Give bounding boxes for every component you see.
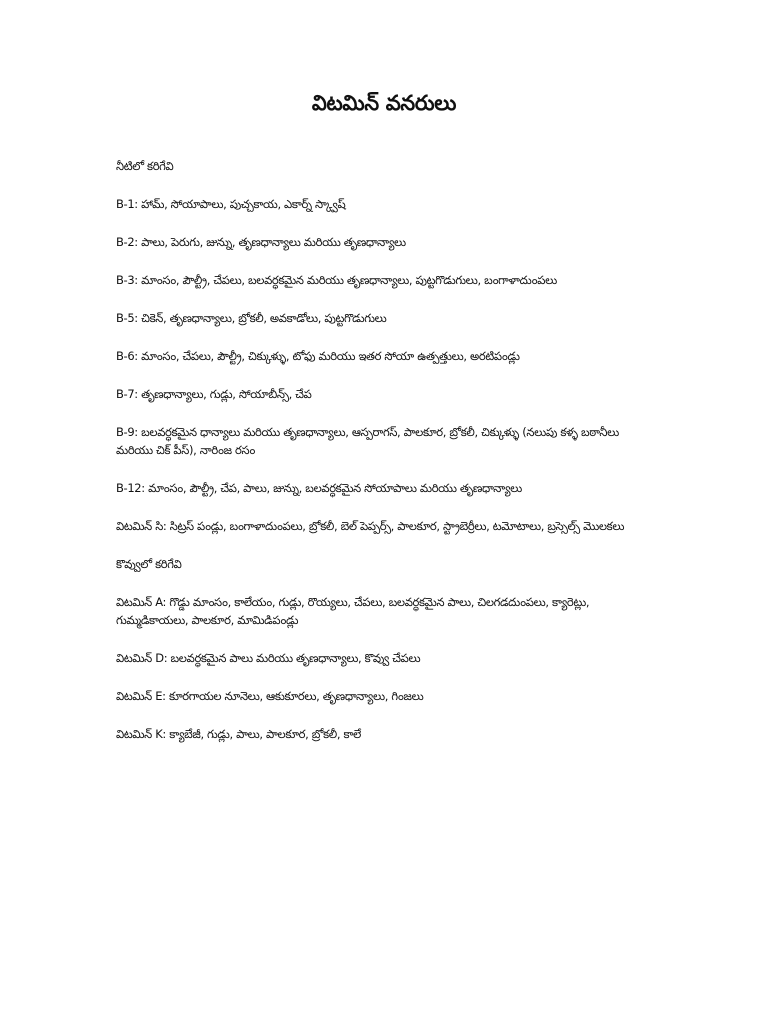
vitamin-b5-line: B-5: చికెన్, తృణధాన్యాలు, బ్రోకలీ, అవకాడోలు, పుట్టగొడుగులు — [116, 311, 387, 325]
vitamin-k-line: విటమిన్ K: క్యాబేజీ, గుడ్లు, పాలు, పాలకూర, బ్రోకలీ, కాలే — [116, 727, 361, 741]
section-heading-water-soluble: నీటిలో కరిగేవి — [116, 159, 174, 173]
vitamin-b6-line: B-6: మాంసం, చేపలు, పౌల్ట్రీ, చిక్కుళ్ళు, టోఫు మరియు ఇతర సోయా ఉత్పత్తులు, అరటిపండ్లు — [116, 349, 520, 363]
vitamin-b7-line: B-7: తృణధాన్యాలు, గుడ్లు, సోయాబీన్స్, చేప — [116, 387, 312, 401]
vitamin-d-line: విటమిన్ D: బలవర్ధకమైన పాలు మరియు తృణధాన్యాలు, కొవ్వు చేపలు — [116, 651, 421, 665]
vitamin-b9-line: B-9: బలవర్ధకమైన ధాన్యాలు మరియు తృణధాన్యాలు, ఆస్పరాగస్, పాలకూర, బ్రోకలీ, చిక్కుళ్ళు (నలుపు కళ్ళ బఠానీలు మరియు చిక్ పీస్), నారింజ రసం — [116, 425, 619, 457]
vitamin-b2-line: B-2: పాలు, పెరుగు, జున్ను, తృణధాన్యాలు మరియు తృణధాన్యాలు — [116, 235, 406, 249]
vitamin-b1-line: B-1: హామ్, సోయాపాలు, పుచ్చకాయ, ఎకార్న్ స్క్వాష్ — [116, 197, 346, 211]
document-body — [116, 157, 656, 763]
vitamin-b12-line: B-12: మాంసం, పౌల్ట్రీ, చేప, పాలు, జున్ను, బలవర్ధకమైన సోయాపాలు మరియు తృణధాన్యాలు — [116, 481, 522, 495]
vitamin-c-line: విటమిన్ సి: సిట్రస్ పండ్లు, బంగాళాదుంపలు, బ్రోకలీ, బెల్ పెప్పర్స్, పాలకూర, స్ట్రాబెర్రీలు, టమోటాలు, బ్రస్సెల్స్ మొలకలు — [116, 519, 625, 533]
vitamin-a-line: విటమిన్ A: గొడ్డు మాంసం, కాలేయం, గుడ్లు, రొయ్యలు, చేపలు, బలవర్ధకమైన పాలు, చిలగడదుంపలు, క్యారెట్లు, గుమ్మడికాయలు, పాలకూర, మామిడిపండ్లు — [116, 595, 590, 627]
section-heading-fat-soluble: కొవ్వులో కరిగేవి — [116, 557, 182, 571]
vitamin-e-line: విటమిన్ E: కూరగాయల నూనెలు, ఆకుకూరలు, తృణధాన్యాలు, గింజలు — [116, 689, 424, 703]
vitamin-b3-line: B-3: మాంసం, పౌల్ట్రీ, చేపలు, బలవర్ధకమైన మరియు తృణధాన్యాలు, పుట్టగొడుగులు, బంగాళాదుంపలు — [116, 273, 557, 287]
page-title: విటమిన్ వనరులు — [311, 91, 457, 115]
